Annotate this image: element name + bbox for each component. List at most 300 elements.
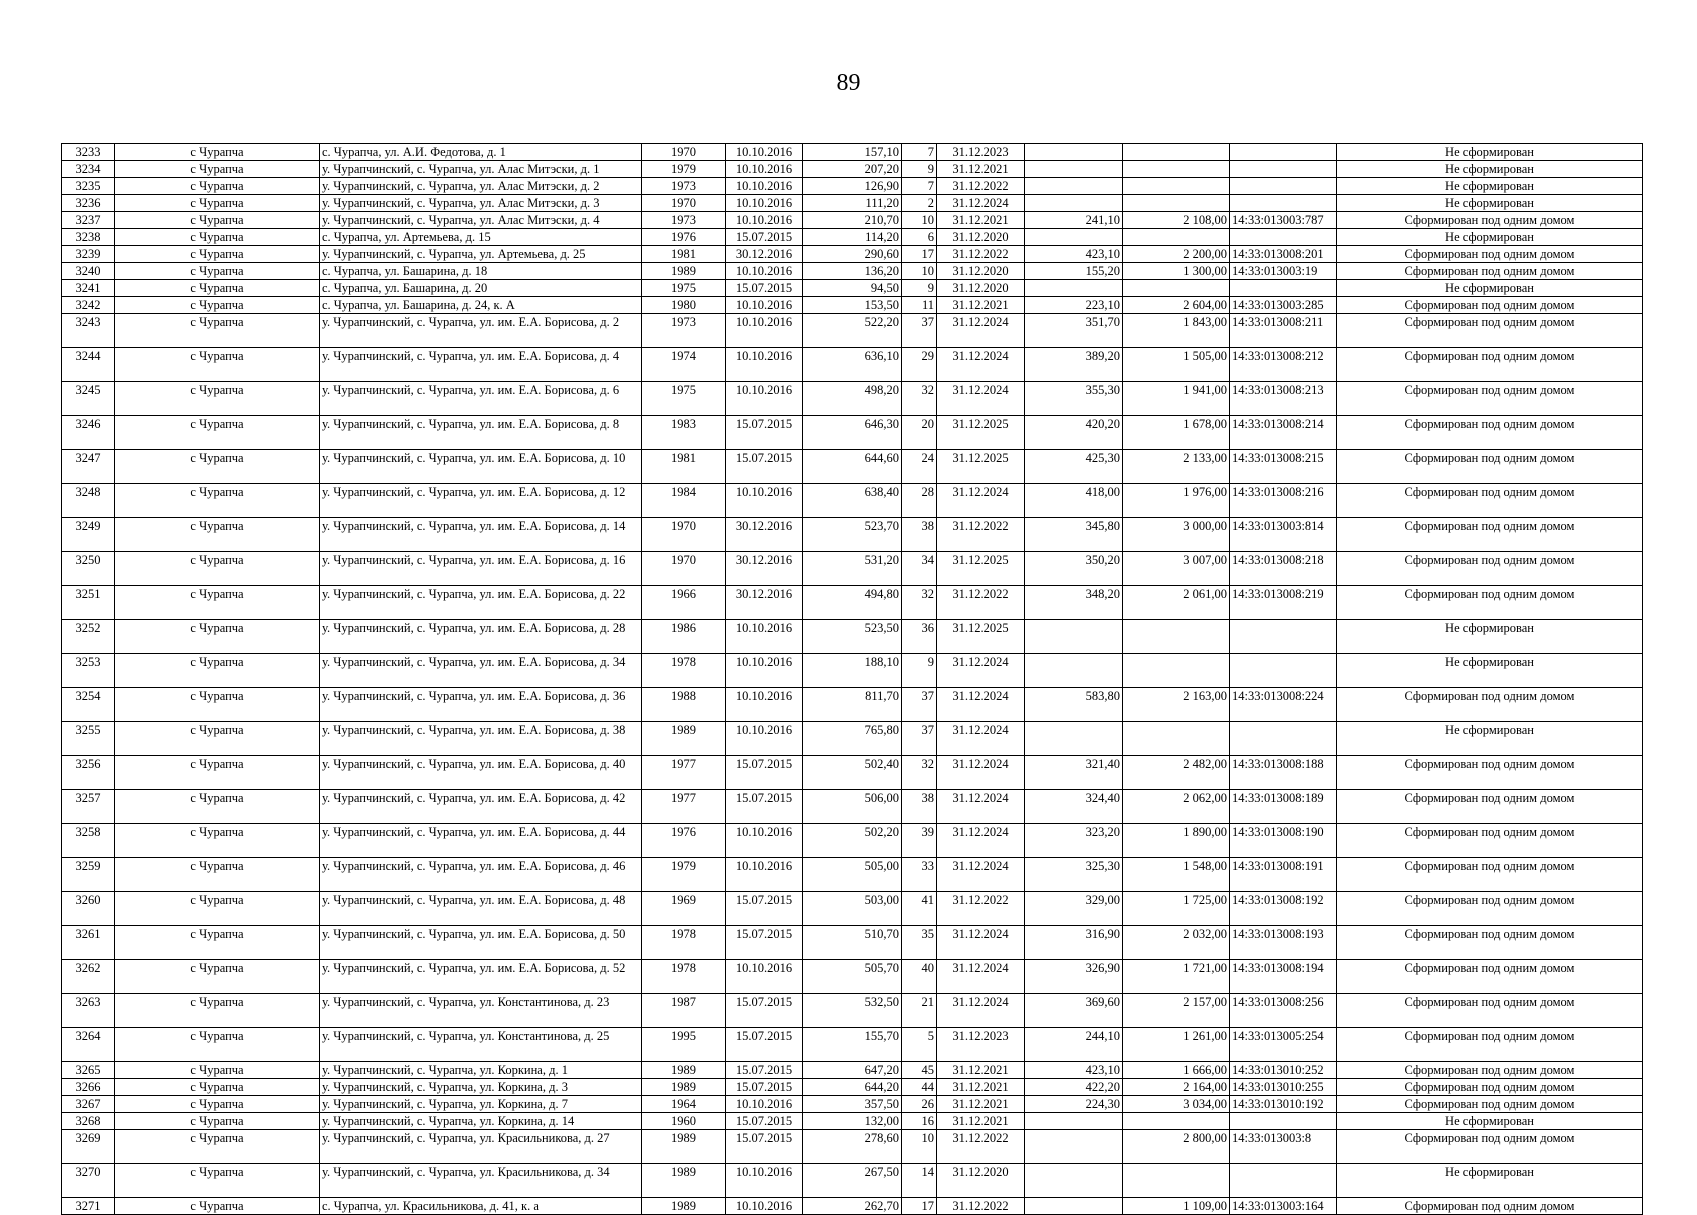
inclusion-date-cell: 15.07.2015 bbox=[726, 416, 803, 450]
total-area-cell: 157,10 bbox=[803, 144, 902, 161]
plot-area-cell: 2 133,00 bbox=[1123, 450, 1230, 484]
deadline-date-cell: 31.12.2022 bbox=[937, 246, 1025, 263]
settlement-cell: с Чурапча bbox=[115, 280, 320, 297]
plot-area-cell: 2 108,00 bbox=[1123, 212, 1230, 229]
land-status-cell: Не сформирован bbox=[1337, 620, 1643, 654]
cadastral-number-cell: 14:33:013010:192 bbox=[1230, 1096, 1337, 1113]
year-built-cell: 1989 bbox=[642, 1079, 726, 1096]
plot-area-cell: 1 890,00 bbox=[1123, 824, 1230, 858]
table-row bbox=[62, 1130, 1643, 1164]
land-status-cell: Сформирован под одним домом bbox=[1337, 263, 1643, 280]
table-row bbox=[62, 722, 1643, 756]
residents-count-cell: 34 bbox=[902, 552, 937, 586]
table-row bbox=[62, 161, 1643, 178]
total-area-cell: 510,70 bbox=[803, 926, 902, 960]
row-number-cell: 3244 bbox=[62, 348, 115, 382]
table-row bbox=[62, 212, 1643, 229]
living-area-cell: 316,90 bbox=[1025, 926, 1123, 960]
residents-count-cell: 36 bbox=[902, 620, 937, 654]
inclusion-date-cell: 15.07.2015 bbox=[726, 1062, 803, 1079]
settlement-cell: с Чурапча bbox=[115, 518, 320, 552]
plot-area-cell: 1 548,00 bbox=[1123, 858, 1230, 892]
residents-count-cell: 26 bbox=[902, 1096, 937, 1113]
settlement-cell: с Чурапча bbox=[115, 1130, 320, 1164]
cadastral-number-cell: 14:33:013008:189 bbox=[1230, 790, 1337, 824]
year-built-cell: 1979 bbox=[642, 161, 726, 178]
residents-count-cell: 29 bbox=[902, 348, 937, 382]
cadastral-number-cell: 14:33:013008:212 bbox=[1230, 348, 1337, 382]
settlement-cell: с Чурапча bbox=[115, 1062, 320, 1079]
address-cell: у. Чурапчинский, с. Чурапча, ул. Алас Митэски, д. 1 bbox=[320, 161, 642, 178]
inclusion-date-cell: 15.07.2015 bbox=[726, 756, 803, 790]
table-row bbox=[62, 195, 1643, 212]
row-number-cell: 3260 bbox=[62, 892, 115, 926]
total-area-cell: 644,20 bbox=[803, 1079, 902, 1096]
residents-count-cell: 9 bbox=[902, 161, 937, 178]
living-area-cell: 326,90 bbox=[1025, 960, 1123, 994]
total-area-cell: 503,00 bbox=[803, 892, 902, 926]
total-area-cell: 502,20 bbox=[803, 824, 902, 858]
address-cell: у. Чурапчинский, с. Чурапча, ул. Красильникова, д. 27 bbox=[320, 1130, 642, 1164]
cadastral-number-cell bbox=[1230, 178, 1337, 195]
living-area-cell bbox=[1025, 722, 1123, 756]
row-number-cell: 3254 bbox=[62, 688, 115, 722]
inclusion-date-cell: 10.10.2016 bbox=[726, 654, 803, 688]
total-area-cell: 647,20 bbox=[803, 1062, 902, 1079]
total-area-cell: 498,20 bbox=[803, 382, 902, 416]
total-area-cell: 126,90 bbox=[803, 178, 902, 195]
year-built-cell: 1978 bbox=[642, 960, 726, 994]
inclusion-date-cell: 10.10.2016 bbox=[726, 161, 803, 178]
living-area-cell bbox=[1025, 654, 1123, 688]
table-row bbox=[62, 790, 1643, 824]
address-cell: у. Чурапчинский, с. Чурапча, ул. Алас Митэски, д. 2 bbox=[320, 178, 642, 195]
inclusion-date-cell: 10.10.2016 bbox=[726, 824, 803, 858]
land-status-cell: Не сформирован bbox=[1337, 722, 1643, 756]
plot-area-cell: 3 000,00 bbox=[1123, 518, 1230, 552]
table-row bbox=[62, 450, 1643, 484]
living-area-cell bbox=[1025, 178, 1123, 195]
plot-area-cell: 1 109,00 bbox=[1123, 1198, 1230, 1215]
deadline-date-cell: 31.12.2020 bbox=[937, 229, 1025, 246]
land-status-cell: Не сформирован bbox=[1337, 1113, 1643, 1130]
cadastral-number-cell: 14:33:013008:191 bbox=[1230, 858, 1337, 892]
plot-area-cell: 2 482,00 bbox=[1123, 756, 1230, 790]
land-status-cell: Сформирован под одним домом bbox=[1337, 1079, 1643, 1096]
deadline-date-cell: 31.12.2021 bbox=[937, 1079, 1025, 1096]
cadastral-number-cell: 14:33:013008:214 bbox=[1230, 416, 1337, 450]
total-area-cell: 94,50 bbox=[803, 280, 902, 297]
cadastral-number-cell: 14:33:013008:256 bbox=[1230, 994, 1337, 1028]
deadline-date-cell: 31.12.2024 bbox=[937, 348, 1025, 382]
address-cell: у. Чурапчинский, с. Чурапча, ул. Красильникова, д. 34 bbox=[320, 1164, 642, 1198]
settlement-cell: с Чурапча bbox=[115, 1096, 320, 1113]
inclusion-date-cell: 10.10.2016 bbox=[726, 484, 803, 518]
plot-area-cell bbox=[1123, 722, 1230, 756]
total-area-cell: 267,50 bbox=[803, 1164, 902, 1198]
total-area-cell: 646,30 bbox=[803, 416, 902, 450]
address-cell: у. Чурапчинский, с. Чурапча, ул. им. Е.А. Борисова, д. 50 bbox=[320, 926, 642, 960]
residents-count-cell: 17 bbox=[902, 1198, 937, 1215]
settlement-cell: с Чурапча bbox=[115, 1113, 320, 1130]
cadastral-number-cell: 14:33:013010:252 bbox=[1230, 1062, 1337, 1079]
cadastral-number-cell: 14:33:013008:194 bbox=[1230, 960, 1337, 994]
living-area-cell bbox=[1025, 1164, 1123, 1198]
cadastral-number-cell bbox=[1230, 161, 1337, 178]
address-cell: у. Чурапчинский, с. Чурапча, ул. Коркина, д. 3 bbox=[320, 1079, 642, 1096]
address-cell: у. Чурапчинский, с. Чурапча, ул. им. Е.А. Борисова, д. 42 bbox=[320, 790, 642, 824]
deadline-date-cell: 31.12.2023 bbox=[937, 1028, 1025, 1062]
land-status-cell: Сформирован под одним домом bbox=[1337, 297, 1643, 314]
inclusion-date-cell: 10.10.2016 bbox=[726, 348, 803, 382]
residents-count-cell: 7 bbox=[902, 144, 937, 161]
residents-count-cell: 10 bbox=[902, 263, 937, 280]
cadastral-number-cell: 14:33:013010:255 bbox=[1230, 1079, 1337, 1096]
address-cell: у. Чурапчинский, с. Чурапча, ул. им. Е.А. Борисова, д. 8 bbox=[320, 416, 642, 450]
total-area-cell: 523,50 bbox=[803, 620, 902, 654]
total-area-cell: 210,70 bbox=[803, 212, 902, 229]
table-row bbox=[62, 756, 1643, 790]
settlement-cell: с Чурапча bbox=[115, 858, 320, 892]
year-built-cell: 1977 bbox=[642, 790, 726, 824]
plot-area-cell: 1 678,00 bbox=[1123, 416, 1230, 450]
total-area-cell: 357,50 bbox=[803, 1096, 902, 1113]
table-row bbox=[62, 1198, 1643, 1215]
plot-area-cell: 2 164,00 bbox=[1123, 1079, 1230, 1096]
deadline-date-cell: 31.12.2024 bbox=[937, 382, 1025, 416]
plot-area-cell: 1 261,00 bbox=[1123, 1028, 1230, 1062]
deadline-date-cell: 31.12.2022 bbox=[937, 1130, 1025, 1164]
row-number-cell: 3253 bbox=[62, 654, 115, 688]
land-status-cell: Не сформирован bbox=[1337, 654, 1643, 688]
row-number-cell: 3249 bbox=[62, 518, 115, 552]
total-area-cell: 188,10 bbox=[803, 654, 902, 688]
plot-area-cell: 2 062,00 bbox=[1123, 790, 1230, 824]
cadastral-number-cell: 14:33:013003:787 bbox=[1230, 212, 1337, 229]
total-area-cell: 494,80 bbox=[803, 586, 902, 620]
settlement-cell: с Чурапча bbox=[115, 756, 320, 790]
living-area-cell bbox=[1025, 1130, 1123, 1164]
year-built-cell: 1960 bbox=[642, 1113, 726, 1130]
residents-count-cell: 7 bbox=[902, 178, 937, 195]
inclusion-date-cell: 10.10.2016 bbox=[726, 960, 803, 994]
year-built-cell: 1964 bbox=[642, 1096, 726, 1113]
residents-count-cell: 14 bbox=[902, 1164, 937, 1198]
row-number-cell: 3251 bbox=[62, 586, 115, 620]
land-status-cell: Сформирован под одним домом bbox=[1337, 246, 1643, 263]
deadline-date-cell: 31.12.2022 bbox=[937, 586, 1025, 620]
inclusion-date-cell: 15.07.2015 bbox=[726, 229, 803, 246]
residents-count-cell: 10 bbox=[902, 1130, 937, 1164]
living-area-cell: 423,10 bbox=[1025, 1062, 1123, 1079]
settlement-cell: с Чурапча bbox=[115, 586, 320, 620]
address-cell: у. Чурапчинский, с. Чурапча, ул. Артемьева, д. 25 bbox=[320, 246, 642, 263]
land-status-cell: Сформирован под одним домом bbox=[1337, 756, 1643, 790]
land-status-cell: Не сформирован bbox=[1337, 195, 1643, 212]
inclusion-date-cell: 10.10.2016 bbox=[726, 178, 803, 195]
row-number-cell: 3239 bbox=[62, 246, 115, 263]
table-row bbox=[62, 960, 1643, 994]
settlement-cell: с Чурапча bbox=[115, 178, 320, 195]
row-number-cell: 3240 bbox=[62, 263, 115, 280]
land-status-cell: Не сформирован bbox=[1337, 229, 1643, 246]
row-number-cell: 3256 bbox=[62, 756, 115, 790]
inclusion-date-cell: 10.10.2016 bbox=[726, 144, 803, 161]
residents-count-cell: 37 bbox=[902, 722, 937, 756]
cadastral-number-cell: 14:33:013008:193 bbox=[1230, 926, 1337, 960]
cadastral-number-cell bbox=[1230, 280, 1337, 297]
inclusion-date-cell: 10.10.2016 bbox=[726, 1198, 803, 1215]
row-number-cell: 3262 bbox=[62, 960, 115, 994]
address-cell: у. Чурапчинский, с. Чурапча, ул. им. Е.А. Борисова, д. 38 bbox=[320, 722, 642, 756]
row-number-cell: 3233 bbox=[62, 144, 115, 161]
settlement-cell: с Чурапча bbox=[115, 892, 320, 926]
settlement-cell: с Чурапча bbox=[115, 382, 320, 416]
row-number-cell: 3243 bbox=[62, 314, 115, 348]
year-built-cell: 1978 bbox=[642, 926, 726, 960]
deadline-date-cell: 31.12.2023 bbox=[937, 144, 1025, 161]
living-area-cell bbox=[1025, 144, 1123, 161]
living-area-cell bbox=[1025, 280, 1123, 297]
land-status-cell: Сформирован под одним домом bbox=[1337, 552, 1643, 586]
living-area-cell: 422,20 bbox=[1025, 1079, 1123, 1096]
cadastral-number-cell: 14:33:013003:164 bbox=[1230, 1198, 1337, 1215]
residents-count-cell: 35 bbox=[902, 926, 937, 960]
settlement-cell: с Чурапча bbox=[115, 994, 320, 1028]
land-status-cell: Сформирован под одним домом bbox=[1337, 1062, 1643, 1079]
year-built-cell: 1989 bbox=[642, 1164, 726, 1198]
residents-count-cell: 38 bbox=[902, 518, 937, 552]
inclusion-date-cell: 15.07.2015 bbox=[726, 994, 803, 1028]
table-row bbox=[62, 892, 1643, 926]
deadline-date-cell: 31.12.2022 bbox=[937, 518, 1025, 552]
inclusion-date-cell: 10.10.2016 bbox=[726, 1164, 803, 1198]
land-status-cell: Сформирован под одним домом bbox=[1337, 484, 1643, 518]
land-status-cell: Не сформирован bbox=[1337, 161, 1643, 178]
inclusion-date-cell: 30.12.2016 bbox=[726, 518, 803, 552]
deadline-date-cell: 31.12.2024 bbox=[937, 314, 1025, 348]
row-number-cell: 3258 bbox=[62, 824, 115, 858]
residents-count-cell: 32 bbox=[902, 382, 937, 416]
cadastral-number-cell bbox=[1230, 620, 1337, 654]
plot-area-cell: 1 941,00 bbox=[1123, 382, 1230, 416]
inclusion-date-cell: 10.10.2016 bbox=[726, 195, 803, 212]
residents-count-cell: 16 bbox=[902, 1113, 937, 1130]
address-cell: у. Чурапчинский, с. Чурапча, ул. им. Е.А. Борисова, д. 36 bbox=[320, 688, 642, 722]
deadline-date-cell: 31.12.2024 bbox=[937, 926, 1025, 960]
year-built-cell: 1973 bbox=[642, 212, 726, 229]
address-cell: у. Чурапчинский, с. Чурапча, ул. Коркина, д. 14 bbox=[320, 1113, 642, 1130]
address-cell: с. Чурапча, ул. Башарина, д. 24, к. А bbox=[320, 297, 642, 314]
cadastral-number-cell bbox=[1230, 654, 1337, 688]
inclusion-date-cell: 15.07.2015 bbox=[726, 1113, 803, 1130]
living-area-cell: 351,70 bbox=[1025, 314, 1123, 348]
living-area-cell: 321,40 bbox=[1025, 756, 1123, 790]
table-row bbox=[62, 586, 1643, 620]
deadline-date-cell: 31.12.2020 bbox=[937, 1164, 1025, 1198]
deadline-date-cell: 31.12.2024 bbox=[937, 858, 1025, 892]
row-number-cell: 3248 bbox=[62, 484, 115, 518]
living-area-cell: 423,10 bbox=[1025, 246, 1123, 263]
residents-count-cell: 32 bbox=[902, 756, 937, 790]
table-row bbox=[62, 416, 1643, 450]
residents-count-cell: 38 bbox=[902, 790, 937, 824]
cadastral-number-cell: 14:33:013008:190 bbox=[1230, 824, 1337, 858]
land-status-cell: Не сформирован bbox=[1337, 280, 1643, 297]
year-built-cell: 1974 bbox=[642, 348, 726, 382]
year-built-cell: 1973 bbox=[642, 314, 726, 348]
row-number-cell: 3261 bbox=[62, 926, 115, 960]
total-area-cell: 153,50 bbox=[803, 297, 902, 314]
address-cell: у. Чурапчинский, с. Чурапча, ул. Коркина, д. 7 bbox=[320, 1096, 642, 1113]
address-cell: с. Чурапча, ул. Артемьева, д. 15 bbox=[320, 229, 642, 246]
living-area-cell: 420,20 bbox=[1025, 416, 1123, 450]
cadastral-number-cell bbox=[1230, 722, 1337, 756]
plot-area-cell: 2 800,00 bbox=[1123, 1130, 1230, 1164]
row-number-cell: 3271 bbox=[62, 1198, 115, 1215]
settlement-cell: с Чурапча bbox=[115, 263, 320, 280]
residents-count-cell: 21 bbox=[902, 994, 937, 1028]
residents-count-cell: 20 bbox=[902, 416, 937, 450]
table-row bbox=[62, 1113, 1643, 1130]
deadline-date-cell: 31.12.2024 bbox=[937, 994, 1025, 1028]
total-area-cell: 505,70 bbox=[803, 960, 902, 994]
table-row bbox=[62, 314, 1643, 348]
table-row bbox=[62, 518, 1643, 552]
cadastral-number-cell: 14:33:013008:213 bbox=[1230, 382, 1337, 416]
cadastral-number-cell: 14:33:013008:201 bbox=[1230, 246, 1337, 263]
living-area-cell bbox=[1025, 1113, 1123, 1130]
row-number-cell: 3238 bbox=[62, 229, 115, 246]
total-area-cell: 155,70 bbox=[803, 1028, 902, 1062]
residents-count-cell: 37 bbox=[902, 688, 937, 722]
living-area-cell: 325,30 bbox=[1025, 858, 1123, 892]
living-area-cell: 223,10 bbox=[1025, 297, 1123, 314]
plot-area-cell bbox=[1123, 229, 1230, 246]
living-area-cell: 418,00 bbox=[1025, 484, 1123, 518]
row-number-cell: 3255 bbox=[62, 722, 115, 756]
total-area-cell: 290,60 bbox=[803, 246, 902, 263]
row-number-cell: 3234 bbox=[62, 161, 115, 178]
row-number-cell: 3263 bbox=[62, 994, 115, 1028]
land-status-cell: Сформирован под одним домом bbox=[1337, 790, 1643, 824]
inclusion-date-cell: 10.10.2016 bbox=[726, 688, 803, 722]
living-area-cell: 425,30 bbox=[1025, 450, 1123, 484]
settlement-cell: с Чурапча bbox=[115, 161, 320, 178]
cadastral-number-cell: 14:33:013008:218 bbox=[1230, 552, 1337, 586]
table-row bbox=[62, 246, 1643, 263]
land-status-cell: Сформирован под одним домом bbox=[1337, 450, 1643, 484]
year-built-cell: 1966 bbox=[642, 586, 726, 620]
living-area-cell bbox=[1025, 161, 1123, 178]
plot-area-cell bbox=[1123, 620, 1230, 654]
table-row bbox=[62, 382, 1643, 416]
inclusion-date-cell: 10.10.2016 bbox=[726, 297, 803, 314]
inclusion-date-cell: 15.07.2015 bbox=[726, 1130, 803, 1164]
land-status-cell: Сформирован под одним домом bbox=[1337, 858, 1643, 892]
inclusion-date-cell: 30.12.2016 bbox=[726, 246, 803, 263]
plot-area-cell: 2 157,00 bbox=[1123, 994, 1230, 1028]
address-cell: с. Чурапча, ул. Красильникова, д. 41, к. а bbox=[320, 1198, 642, 1215]
land-status-cell: Сформирован под одним домом bbox=[1337, 994, 1643, 1028]
settlement-cell: с Чурапча bbox=[115, 416, 320, 450]
inclusion-date-cell: 15.07.2015 bbox=[726, 1028, 803, 1062]
total-area-cell: 638,40 bbox=[803, 484, 902, 518]
residents-count-cell: 5 bbox=[902, 1028, 937, 1062]
year-built-cell: 1983 bbox=[642, 416, 726, 450]
deadline-date-cell: 31.12.2022 bbox=[937, 892, 1025, 926]
deadline-date-cell: 31.12.2021 bbox=[937, 1113, 1025, 1130]
land-status-cell: Сформирован под одним домом bbox=[1337, 212, 1643, 229]
deadline-date-cell: 31.12.2020 bbox=[937, 263, 1025, 280]
address-cell: у. Чурапчинский, с. Чурапча, ул. Алас Митэски, д. 3 bbox=[320, 195, 642, 212]
land-status-cell: Сформирован под одним домом bbox=[1337, 314, 1643, 348]
total-area-cell: 207,20 bbox=[803, 161, 902, 178]
table-row bbox=[62, 858, 1643, 892]
settlement-cell: с Чурапча bbox=[115, 1028, 320, 1062]
address-cell: у. Чурапчинский, с. Чурапча, ул. Константинова, д. 23 bbox=[320, 994, 642, 1028]
total-area-cell: 523,70 bbox=[803, 518, 902, 552]
cadastral-number-cell: 14:33:013003:19 bbox=[1230, 263, 1337, 280]
plot-area-cell: 1 505,00 bbox=[1123, 348, 1230, 382]
total-area-cell: 136,20 bbox=[803, 263, 902, 280]
residents-count-cell: 41 bbox=[902, 892, 937, 926]
settlement-cell: с Чурапча bbox=[115, 552, 320, 586]
year-built-cell: 1978 bbox=[642, 654, 726, 688]
deadline-date-cell: 31.12.2021 bbox=[937, 161, 1025, 178]
settlement-cell: с Чурапча bbox=[115, 722, 320, 756]
settlement-cell: с Чурапча bbox=[115, 1079, 320, 1096]
table-row bbox=[62, 297, 1643, 314]
address-cell: у. Чурапчинский, с. Чурапча, ул. им. Е.А. Борисова, д. 52 bbox=[320, 960, 642, 994]
inclusion-date-cell: 10.10.2016 bbox=[726, 314, 803, 348]
residents-count-cell: 37 bbox=[902, 314, 937, 348]
deadline-date-cell: 31.12.2024 bbox=[937, 756, 1025, 790]
settlement-cell: с Чурапча bbox=[115, 144, 320, 161]
row-number-cell: 3259 bbox=[62, 858, 115, 892]
year-built-cell: 1986 bbox=[642, 620, 726, 654]
cadastral-number-cell: 14:33:013003:814 bbox=[1230, 518, 1337, 552]
address-cell: у. Чурапчинский, с. Чурапча, ул. им. Е.А. Борисова, д. 48 bbox=[320, 892, 642, 926]
plot-area-cell: 2 032,00 bbox=[1123, 926, 1230, 960]
year-built-cell: 1969 bbox=[642, 892, 726, 926]
row-number-cell: 3265 bbox=[62, 1062, 115, 1079]
total-area-cell: 532,50 bbox=[803, 994, 902, 1028]
table-row bbox=[62, 1096, 1643, 1113]
row-number-cell: 3246 bbox=[62, 416, 115, 450]
living-area-cell: 583,80 bbox=[1025, 688, 1123, 722]
inclusion-date-cell: 10.10.2016 bbox=[726, 212, 803, 229]
residents-count-cell: 11 bbox=[902, 297, 937, 314]
living-area-cell: 345,80 bbox=[1025, 518, 1123, 552]
residents-count-cell: 24 bbox=[902, 450, 937, 484]
land-status-cell: Сформирован под одним домом bbox=[1337, 824, 1643, 858]
deadline-date-cell: 31.12.2025 bbox=[937, 620, 1025, 654]
table-row bbox=[62, 348, 1643, 382]
address-cell: у. Чурапчинский, с. Чурапча, ул. им. Е.А. Борисова, д. 44 bbox=[320, 824, 642, 858]
table-row bbox=[62, 1028, 1643, 1062]
address-cell: у. Чурапчинский, с. Чурапча, ул. им. Е.А. Борисова, д. 6 bbox=[320, 382, 642, 416]
inclusion-date-cell: 10.10.2016 bbox=[726, 722, 803, 756]
land-status-cell: Не сформирован bbox=[1337, 178, 1643, 195]
year-built-cell: 1989 bbox=[642, 1130, 726, 1164]
row-number-cell: 3236 bbox=[62, 195, 115, 212]
inclusion-date-cell: 15.07.2015 bbox=[726, 450, 803, 484]
row-number-cell: 3268 bbox=[62, 1113, 115, 1130]
row-number-cell: 3250 bbox=[62, 552, 115, 586]
land-status-cell: Сформирован под одним домом bbox=[1337, 688, 1643, 722]
land-status-cell: Не сформирован bbox=[1337, 144, 1643, 161]
